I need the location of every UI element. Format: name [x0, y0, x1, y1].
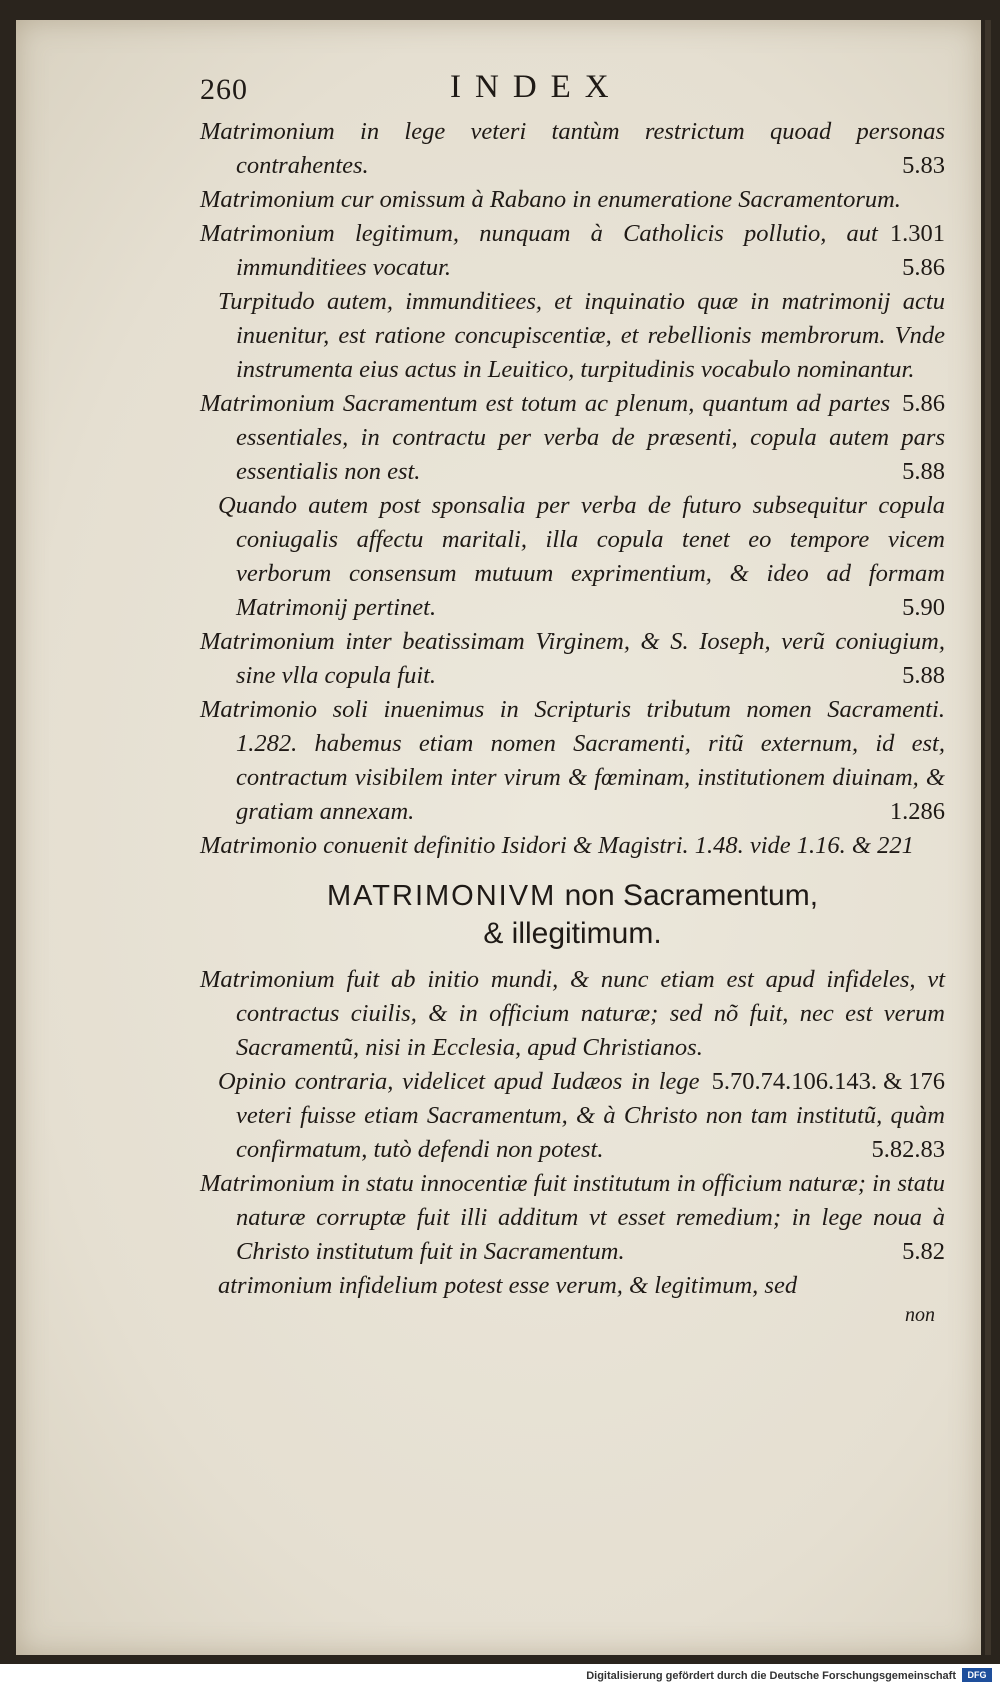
catchword: non	[905, 1304, 935, 1326]
entry-reference: 5.82.83	[871, 1136, 945, 1163]
entry-text: Opinio contraria, videlicet apud Iudæos in lege veteri fuisse etiam Sacramentum, & à Christo non tam institutũ, quàm confirmatum, tutò defendi non potest.	[218, 1068, 945, 1163]
index-entry	[200, 115, 945, 183]
entry-text: Matrimonium in lege veteri tantùm restrictum quoad personas contrahentes.	[200, 118, 945, 179]
entry-text: Matrimonium legitimum, nunquam à Catholicis pollutio, aut immunditiees vocatur.	[200, 220, 878, 281]
entry-text: Matrimonio conuenit definitio Isidori & Magistri. 1.48. vide 1.16. & 221	[200, 832, 914, 859]
entry-reference: 5.70.74.106.143. & 176	[711, 1068, 945, 1095]
section-heading-caps: MATRIMONIVM	[326, 880, 557, 912]
entry-reference: 5.86	[902, 254, 945, 281]
entry-reference: 5.82	[902, 1238, 945, 1265]
index-entry	[200, 693, 945, 829]
header-title: INDEX	[450, 69, 623, 105]
entry-reference: 5.88	[902, 458, 945, 485]
entry-text: Matrimonium fuit ab initio mundi, & nunc etiam est apud infideles, vt contractus ciuilis, & in officium naturæ; sed nõ fuit, nec est verum Sacramentũ, nisi in Ecclesia, apud Christianos.	[200, 966, 945, 1061]
index-entry	[200, 829, 945, 863]
footer-credit: Digitalisierung gefördert durch die Deutsche Forschungsgemeinschaft	[586, 1670, 956, 1682]
entry-text: Matrimonio soli inuenimus in Scripturis tributum nomen Sacramenti. 1.282. habemus etiam nomen Sacramenti, ritũ externum, id est, contractum visibilem inter virum & fœminam, institutionem diuinam, & gratiam annexam.	[200, 696, 945, 825]
index-entry	[200, 1065, 945, 1167]
footer-bar	[0, 1664, 1000, 1694]
index-entry	[200, 963, 945, 1095]
index-entry	[200, 285, 945, 417]
page-number: 260	[200, 73, 248, 106]
index-entry	[200, 625, 945, 693]
entry-reference: 5.86	[902, 390, 945, 417]
entry-reference: 1.301	[889, 220, 945, 247]
index-entry	[200, 1167, 945, 1269]
dfg-logo: DFG	[962, 1668, 992, 1682]
entry-text: Matrimonium cur omissum à Rabano in enumeratione Sacramentorum.	[200, 186, 901, 213]
index-entry	[200, 489, 945, 625]
section-heading-line2: & illegitimum.	[483, 917, 662, 950]
entry-text: Turpitudo autem, immunditiees, et inquinatio quæ in matrimonij actu inuenitur, est ratione concupiscentiæ, et rebellionis membrorum. Vnde instrumenta eius actus in Leuitico, turpitudinis vocabulo nominantur.	[218, 288, 945, 383]
entry-text: atrimonium infidelium potest esse verum, & legitimum, sed	[218, 1272, 798, 1299]
section-heading	[200, 877, 945, 953]
entry-text: Matrimonium Sacramentum est totum ac plenum, quantum ad partes essentiales, in contractu per verba de præsenti, copula autem pars essentialis non est.	[200, 390, 945, 485]
page-text	[200, 65, 945, 1327]
entry-reference: 5.90	[902, 594, 945, 621]
index-entry	[200, 387, 945, 489]
running-head	[200, 65, 945, 115]
index-entry	[200, 1269, 945, 1303]
entries-bottom	[200, 963, 945, 1303]
entries-top	[200, 115, 945, 863]
section-heading-rest: non Sacramentum,	[556, 879, 819, 912]
index-entry	[200, 183, 945, 247]
entry-reference: 5.88	[902, 662, 945, 689]
entry-text: Matrimonium in statu innocentiæ fuit institutum in officium naturæ; in statu naturæ corruptæ fuit illi additum vt esset remedium; in lege noua à Christo institutum fuit in Sacramentum.	[200, 1170, 945, 1265]
entry-reference: 5.83	[902, 152, 945, 179]
entry-text: Matrimonium inter beatissimam Virginem, & S. Ioseph, verũ coniugium, sine vlla copula fuit.	[200, 628, 945, 689]
entry-reference: 1.286	[889, 798, 945, 825]
entry-text: Quando autem post sponsalia per verba de futuro subsequitur copula coniugalis affectu maritali, illa copula tenet eo tempore vicem verborum consensum mutuum exprimentium, & ideo ad formam Matrimonij pertinet.	[218, 492, 945, 621]
index-entry	[200, 217, 945, 285]
page-edge	[985, 20, 991, 1655]
